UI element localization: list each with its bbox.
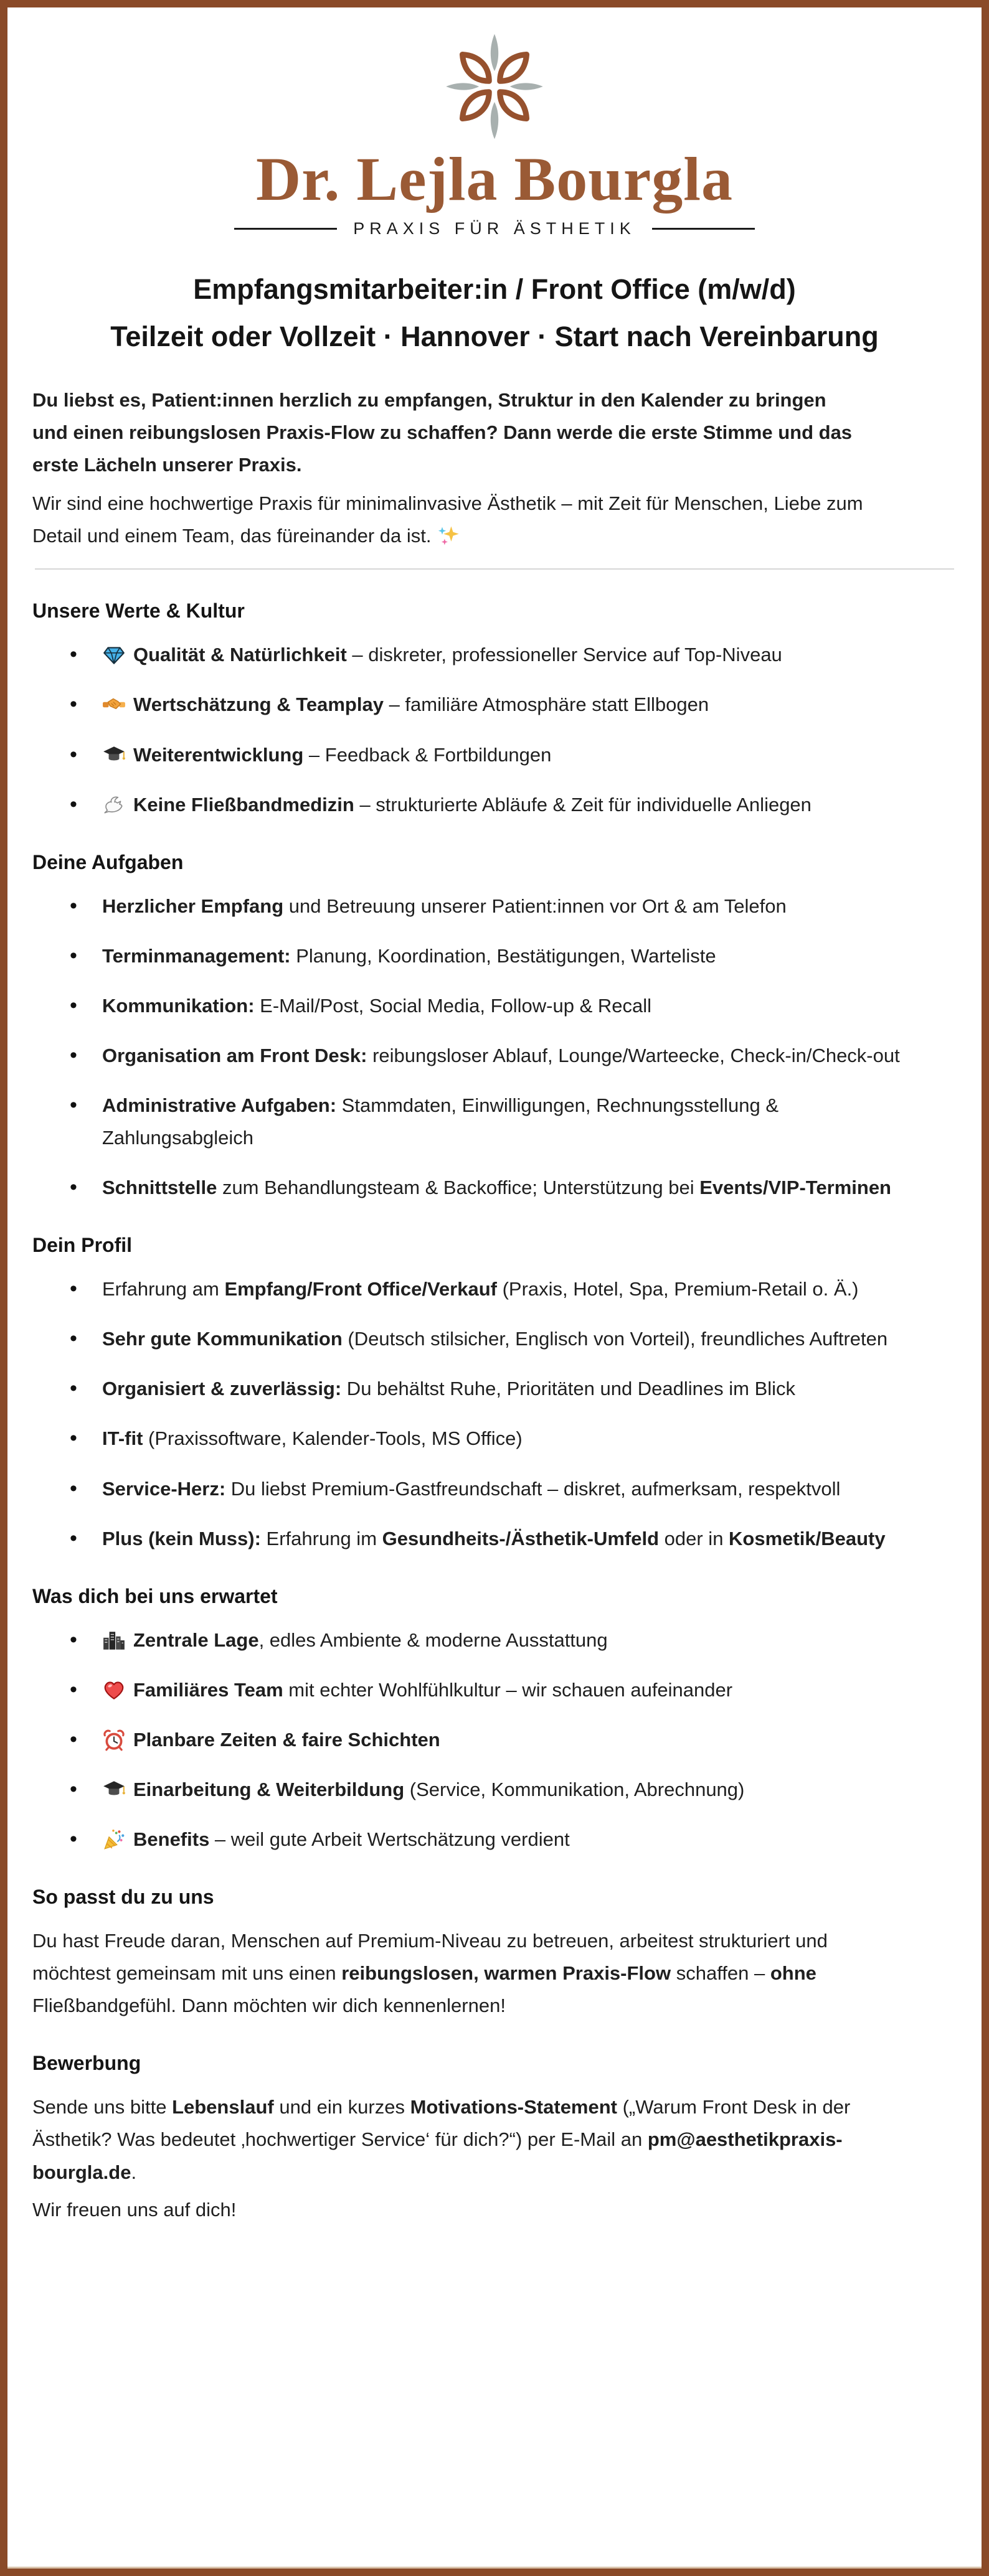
list-item: • Qualität & Natürlichkeit – diskreter, professioneller Service auf Top-Niveau — [32, 639, 957, 671]
list-item: • Benefits – weil gute Arbeit Wertschätzung verdient — [32, 1823, 957, 1856]
section-heading-aufgaben: Deine Aufgaben — [32, 850, 184, 873]
list-item: • Organisiert & zuverlässig: Du behältst Ruhe, Prioritäten und Deadlines im Blick — [32, 1373, 957, 1405]
profil-list — [32, 1273, 957, 1554]
section-heading-erwartet: Was dich bei uns erwartet — [32, 1584, 278, 1607]
list-item: • Service-Herz: Du liebst Premium-Gastfreundschaft – diskret, aufmerksam, respektvoll — [32, 1473, 957, 1505]
section-heading-passt: So passt du zu uns — [32, 1886, 214, 1909]
list-item: • Kommunikation: E-Mail/Post, Social Media, Follow-up & Recall — [32, 990, 957, 1022]
gem-icon — [102, 643, 126, 667]
handshake-icon — [102, 693, 126, 717]
list-item: • Weiterentwicklung – Feedback & Fortbildungen — [32, 739, 957, 771]
list-item: • Wertschätzung & Teamplay – familiäre Atmosphäre statt Ellbogen — [32, 689, 957, 721]
section-heading-bewerbung: Bewerbung — [32, 2052, 141, 2075]
list-item: • Plus (kein Muss): Erfahrung im Gesundheits-/Ästhetik-Umfeld oder in Kosmetik/Beauty — [32, 1523, 957, 1555]
section-heading-profil: Dein Profil — [32, 1234, 133, 1257]
list-item: • Organisation am Front Desk: reibungsloser Ablauf, Lounge/Warteecke, Check-in/Check-out — [32, 1040, 957, 1072]
list-item: • Keine Fließbandmedizin – strukturierte Abläufe & Zeit für individuelle Anliegen — [32, 789, 957, 821]
brand-name: Dr. Lejla Bourgla — [255, 144, 734, 214]
alarm-clock-icon — [102, 1728, 126, 1752]
bewerbung-paragraph: Sende uns bitte Lebenslauf und ein kurzes Motivations-Statement („Warum Front Desk in der Ästhetik? Was bedeutet ‚hochwertiger Service‘ für dich?“) per E-Mail an pm@aesthetikpraxis-bourgla.de. — [32, 2096, 851, 2183]
cityscape-icon — [102, 1629, 126, 1652]
list-item: • Schnittstelle zum Behandlungsteam & Backoffice; Unterstützung bei Events/VIP-Terminen — [32, 1172, 957, 1204]
list-item: • Herzlicher Empfang und Betreuung unserer Patient:innen vor Ort & am Telefon — [32, 890, 957, 923]
list-item: • Administrative Aufgaben: Stammdaten, Einwilligungen, Rechnungsstellung & Zahlungsabgleich — [32, 1089, 957, 1154]
flower-logo-icon — [438, 30, 551, 143]
intro-lead-regular: Wir sind eine hochwertige Praxis für minimalinvasive Ästhetik – mit Zeit für Menschen, Liebe zum Detail und einem Team, das füreinander da ist. — [32, 487, 957, 552]
list-item: • Planbare Zeiten & faire Schichten — [32, 1724, 957, 1756]
passt-paragraph: Du hast Freude daran, Menschen auf Premium-Niveau zu betreuen, arbeitest strukturiert und möchtest gemeinsam mit uns einen reibungslosen, warmen Praxis-Flow schaffen – ohne Fließbandgefühl. Dann möchten wir dich kennenlernen! — [32, 1930, 828, 2017]
erwartet-list — [32, 1624, 957, 1856]
list-item: • IT-fit (Praxissoftware, Kalender-Tools, MS Office) — [32, 1422, 957, 1455]
section-heading-werte: Unsere Werte & Kultur — [32, 599, 245, 623]
list-item: • Terminmanagement: Planung, Koordination, Bestätigungen, Warteliste — [32, 940, 957, 972]
party-popper-icon — [102, 1828, 126, 1851]
closing-line: Wir freuen uns auf dich! — [32, 2198, 237, 2221]
section-divider — [35, 568, 954, 570]
heart-icon — [102, 1678, 126, 1702]
list-item: • Erfahrung am Empfang/Front Office/Verkauf (Praxis, Hotel, Spa, Premium-Retail o. Ä.) — [32, 1273, 957, 1305]
graduation-cap-icon — [102, 743, 126, 767]
aufgaben-list — [32, 890, 957, 1205]
tagline-rule-right — [652, 228, 755, 230]
list-item: • Einarbeitung & Weiterbildung (Service, Kommunikation, Abrechnung) — [32, 1774, 957, 1806]
brand-tagline-row — [32, 219, 957, 238]
sparkles-icon — [436, 524, 461, 548]
job-title: Empfangsmitarbeiter:in / Front Office (m/w/d) — [193, 273, 796, 305]
dove-icon — [102, 793, 126, 817]
list-item: • Zentrale Lage, edles Ambiente & moderne Ausstattung — [32, 1624, 957, 1657]
brand-header — [32, 30, 957, 238]
graduation-cap-icon — [102, 1778, 126, 1802]
email-address: pm@aesthetikpraxis-bourgla.de — [32, 2128, 843, 2183]
list-item: • Sehr gute Kommunikation (Deutsch stilsicher, Englisch von Vorteil), freundliches Auftreten — [32, 1323, 957, 1355]
list-item: • Familiäres Team mit echter Wohlfühlkultur – wir schauen aufeinander — [32, 1674, 957, 1706]
tagline-rule-left — [234, 228, 337, 230]
job-subtitle: Teilzeit oder Vollzeit · Hannover · Start nach Vereinbarung — [110, 321, 879, 352]
intro-lead-bold: Du liebst es, Patient:innen herzlich zu empfangen, Struktur in den Kalender zu bringen und einen reibungslosen Praxis-Flow zu schaffen? Dann werde die erste Stimme und das erste Lächeln unserer Praxis. — [32, 389, 853, 476]
brand-tagline: PRAXIS FÜR ÄSTHETIK — [353, 219, 636, 238]
werte-list — [32, 639, 957, 820]
